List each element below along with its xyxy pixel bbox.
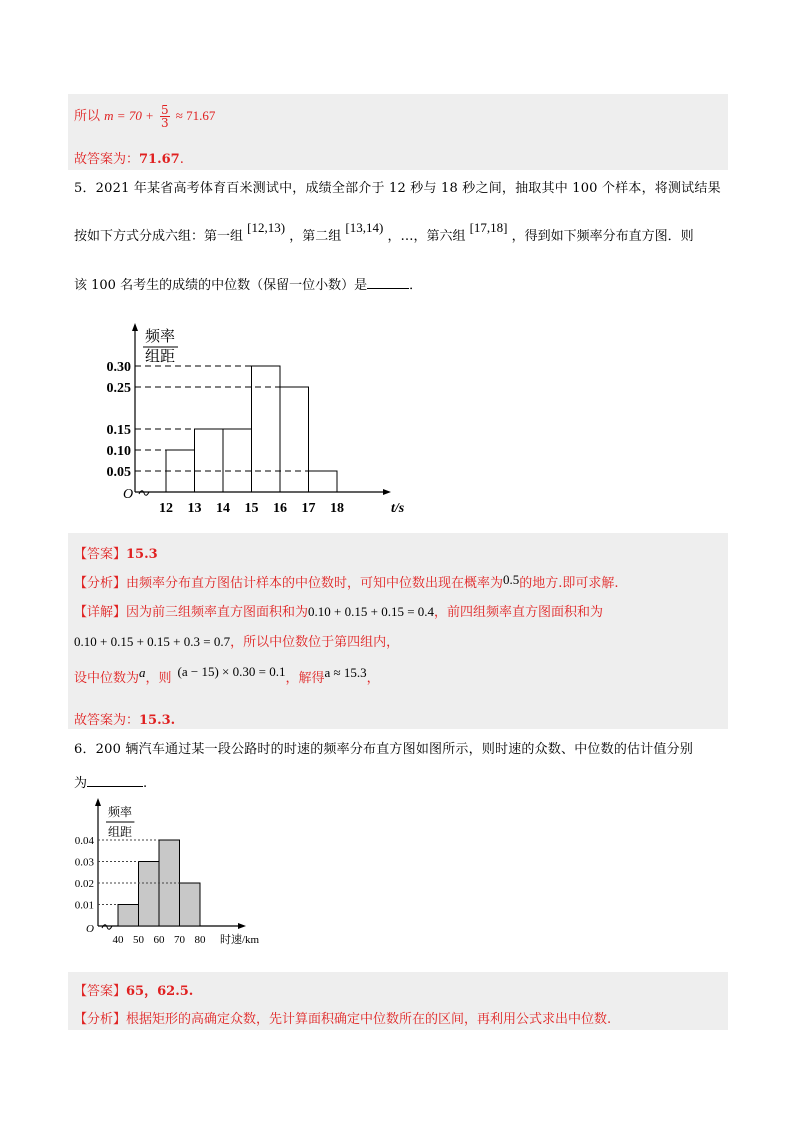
analysis-text-b: 的地方.即可求解. (519, 576, 619, 591)
analysis-text: 根据矩形的高确定众数，先计算面积确定中位数所在的区间，再利用公式求出中位数. (126, 1012, 612, 1027)
x-tick-label-2: 13 (187, 501, 202, 516)
detail-text-e: ，则 (145, 671, 172, 686)
answer-blank (87, 776, 143, 787)
q5-line2-text-c: ，…，第六组 (387, 229, 466, 244)
x-tick-label-7: 18 (330, 501, 344, 516)
y-axis-label-top: 频率 (145, 329, 176, 345)
y-tick-label-4: 0.01 (74, 899, 94, 912)
q5-line2 (74, 220, 694, 244)
y-axis-arrow (95, 798, 101, 806)
q5-solution-block (68, 533, 728, 729)
final-prefix: 故答案为： (74, 713, 140, 728)
detail-variable: a (139, 665, 146, 680)
detail-text-a: 因为前三组频率直方图面积和为 (126, 605, 309, 620)
detail-equation-1: 0.10 + 0.15 + 0.15 = 0.4 (308, 604, 435, 619)
q6-line1: 6．200 辆汽车通过某一段公路时的时速的频率分布直方图如图所示，则时速的众数、中位数的估计值分别 (74, 742, 694, 757)
x-tick-label-2: 50 (133, 934, 144, 946)
y-tick-label-3: 0.02 (74, 877, 94, 890)
y-axis-arrow (132, 323, 138, 331)
y-tick-label-2: 0.25 (106, 380, 131, 396)
q5-detail-line3 (74, 664, 380, 686)
q5-answer-line (74, 543, 158, 562)
detail-equation-2: 0.10 + 0.15 + 0.15 + 0.3 = 0.7 (74, 634, 231, 649)
x-tick-label-3: 14 (216, 501, 230, 516)
q5-final-line (74, 709, 175, 728)
q5-line2-text-a: 按如下方式分成六组：第一组 (74, 229, 244, 244)
q5-interval-2: [13,14) (345, 220, 384, 235)
y-tick-label-1: 0.30 (106, 359, 131, 375)
x-tick-label-1: 12 (159, 501, 173, 516)
q5-line3-text: 该 100 名考生的成绩的中位数（保留一位小数）是 (74, 278, 368, 293)
x-tick-label-5: 16 (273, 501, 287, 516)
histogram-bar-3 (223, 429, 252, 492)
histogram-bar-6 (309, 471, 338, 492)
x-tick-label-1: 40 (112, 934, 124, 946)
q5-interval-3: [17,18] (469, 220, 508, 235)
x-axis-arrow (383, 489, 391, 495)
q6-line2 (74, 772, 147, 791)
prev-solution-eq-lhs: m = 70 + (104, 108, 154, 123)
detail-text-c: ，所以中位数位于第四组内， (230, 635, 400, 650)
x-axis-label: 时速/km (220, 934, 260, 946)
q5-detail-line1 (74, 601, 603, 620)
x-tick-label-3: 60 (153, 934, 165, 946)
analysis-tag: 【分析】 (74, 576, 127, 591)
x-axis-label: t/s (391, 501, 405, 516)
x-tick-label-4: 15 (244, 501, 259, 516)
q5-line3 (74, 274, 422, 293)
answer-value: 71.67 (139, 152, 180, 167)
prev-solution-prefix: 所以 (74, 109, 101, 124)
q5-analysis-line (74, 572, 619, 591)
answer-blank (367, 278, 409, 289)
histogram-bar-2 (139, 862, 160, 927)
y-axis-label-bottom: 组距 (108, 825, 133, 839)
q6-line2-end: . (143, 776, 148, 791)
final-value: 15.3. (139, 713, 176, 728)
answer-value: 15.3 (126, 547, 158, 562)
fraction-numerator: 5 (160, 103, 169, 117)
histogram-bar-4 (180, 883, 201, 926)
q5-detail-line2 (74, 631, 399, 650)
histogram-bar-4 (252, 366, 281, 492)
q5-line2-text-b: ，第二组 (289, 229, 342, 244)
q6-histogram (70, 792, 270, 952)
answer-tag: 【答案】 (74, 984, 127, 999)
y-axis-label-bottom: 组距 (145, 349, 176, 365)
q6-analysis-line (74, 1008, 611, 1027)
q5-interval-1: [12,13) (247, 220, 286, 235)
origin-label: O (86, 923, 94, 935)
answer-value: 65，62.5. (126, 984, 194, 999)
answer-tag: 【答案】 (74, 547, 127, 562)
x-tick-label-5: 80 (194, 934, 206, 946)
q5-line2-text-d: ，得到如下频率分布直方图．则 (511, 229, 694, 244)
q6-solution-block (68, 972, 728, 1030)
fraction-denominator: 3 (160, 116, 169, 130)
q5-line3-end: ． (409, 278, 423, 293)
histogram-bar-5 (280, 387, 309, 492)
answer-prefix: 故答案为： (74, 152, 140, 167)
detail-equation-3: (a − 15) × 0.30 = 0.1 (177, 664, 286, 679)
detail-text-g: ， (366, 671, 380, 686)
prev-solution-block (68, 94, 728, 170)
q5-line1: 5．2021 年某省高考体育百米测试中，成绩全部介于 12 秒与 18 秒之间，抽取其中 100 个样本，将测试结果 (74, 181, 721, 196)
y-axis-label-top: 频率 (108, 805, 133, 819)
y-tick-label-1: 0.04 (74, 834, 94, 847)
x-axis-arrow (238, 923, 246, 929)
prev-solution-eq-rhs: ≈ 71.67 (175, 108, 216, 123)
origin-label: O (123, 487, 134, 502)
y-tick-label-5: 0.05 (106, 464, 131, 480)
x-tick-label-6: 17 (301, 501, 316, 516)
q6-line2-text: 为 (74, 776, 88, 791)
y-tick-label-2: 0.03 (74, 856, 94, 869)
detail-equation-4: a ≈ 15.3 (324, 665, 367, 680)
detail-text-b: ，前四组频率直方图面积和为 (434, 605, 604, 620)
x-tick-label-4: 70 (174, 934, 185, 946)
detail-text-f: ，解得 (285, 671, 325, 686)
q6-answer-line (74, 980, 193, 999)
answer-end: . (179, 152, 184, 167)
q5-histogram (90, 315, 420, 525)
prev-solution-line1 (74, 104, 215, 129)
histogram-bar-1 (118, 905, 139, 927)
y-tick-label-4: 0.10 (106, 443, 131, 459)
analysis-value: 0.5 (503, 572, 520, 587)
detail-text-d: 设中位数为 (74, 671, 140, 686)
histogram-bar-2 (195, 429, 224, 492)
prev-solution-line2 (74, 148, 184, 167)
detail-tag: 【详解】 (74, 605, 127, 620)
analysis-tag: 【分析】 (74, 1012, 127, 1027)
y-tick-label-3: 0.15 (106, 422, 131, 438)
prev-solution-fraction (160, 104, 170, 129)
analysis-text-a: 由频率分布直方图估计样本的中位数时，可知中位数出现在概率为 (126, 576, 504, 591)
